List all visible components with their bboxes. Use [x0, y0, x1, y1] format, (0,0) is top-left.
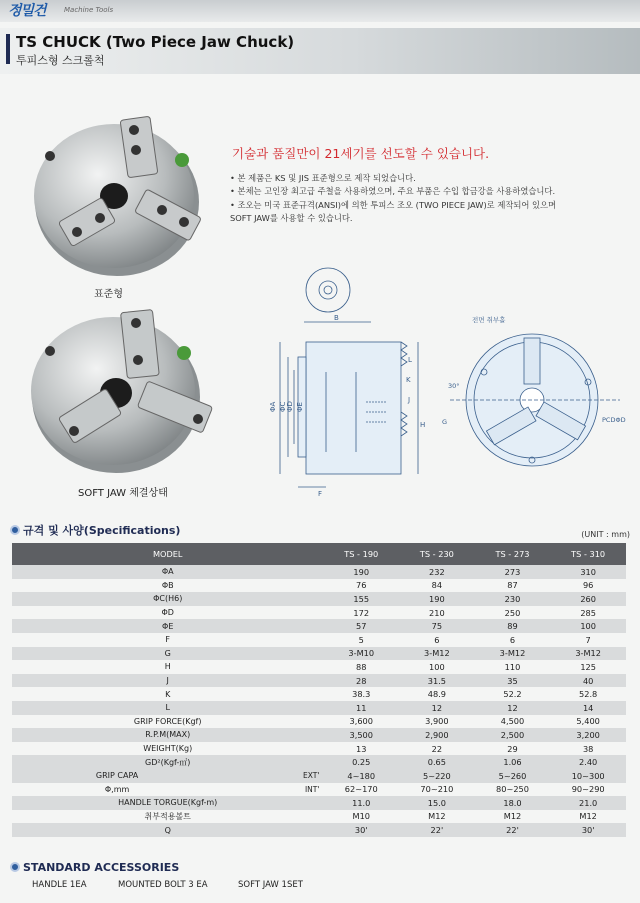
cell: 90~290 — [550, 783, 626, 797]
cell: 230 — [475, 592, 551, 606]
cell: 48.9 — [399, 687, 475, 701]
cell: 38 — [550, 742, 626, 756]
cell: 125 — [550, 660, 626, 674]
cell: 2.40 — [550, 755, 626, 769]
row-label: GRIP CAPA — [12, 769, 222, 783]
cell: 3-M12 — [399, 647, 475, 661]
angle-label: 30° — [448, 382, 460, 390]
cell: 22 — [399, 742, 475, 756]
accessory-item: MOUNTED BOLT 3 EA — [118, 880, 208, 890]
table-row — [12, 769, 626, 783]
cell: 3,600 — [323, 715, 399, 729]
col-header: TS - 230 — [399, 543, 475, 565]
accessories-heading: STANDARD ACCESSORIES — [10, 861, 179, 874]
cell: 87 — [475, 579, 551, 593]
table-row — [12, 633, 626, 647]
row-label: L — [12, 701, 323, 715]
title-accent — [6, 34, 10, 64]
brand-logo: 정밀건 — [8, 3, 46, 19]
cell: 31.5 — [399, 674, 475, 688]
row-label: Φ,mm — [12, 783, 222, 797]
table-row — [12, 565, 626, 579]
cell: 12 — [399, 701, 475, 715]
specs-table — [12, 543, 626, 837]
cell: 76 — [323, 579, 399, 593]
table-row — [12, 783, 626, 797]
cell: 5~260 — [475, 769, 551, 783]
cell: 155 — [323, 592, 399, 606]
cell: 7 — [550, 633, 626, 647]
dim-d-label: ΦD — [286, 401, 294, 412]
cell: 21.0 — [550, 796, 626, 810]
table-row — [12, 742, 626, 756]
cell: 5~220 — [399, 769, 475, 783]
cell: 5 — [323, 633, 399, 647]
cell: 100 — [399, 660, 475, 674]
row-label: HANDLE TORGUE(Kgf-m) — [12, 796, 323, 810]
dim-c-label: ΦC — [279, 401, 287, 412]
cell: 22' — [475, 823, 551, 837]
feature-item: • 본 제품은 KS 및 JIS 표준형으로 제작 되었습니다. — [230, 173, 416, 183]
chuck-photo-softjaw — [28, 305, 218, 477]
dim-l-label: L — [408, 356, 412, 364]
cell: 29 — [475, 742, 551, 756]
cell: 13 — [323, 742, 399, 756]
cell: 0.25 — [323, 755, 399, 769]
cell: 10~300 — [550, 769, 626, 783]
cell: M12 — [550, 810, 626, 824]
cell: 52.2 — [475, 687, 551, 701]
cell: 3-M12 — [550, 647, 626, 661]
row-label: H — [12, 660, 323, 674]
cell: M12 — [475, 810, 551, 824]
row-label: GRIP FORCE(Kgf) — [12, 715, 323, 729]
cell: 110 — [475, 660, 551, 674]
row-label: ΦC(H6) — [12, 592, 323, 606]
cell: 30' — [323, 823, 399, 837]
cell: 190 — [323, 565, 399, 579]
bullet-icon — [10, 525, 20, 535]
page-title: TS CHUCK (Two Piece Jaw Chuck) — [16, 33, 295, 51]
row-label: WEIGHT(Kg) — [12, 742, 323, 756]
dim-b-label: B — [334, 314, 339, 322]
table-row — [12, 619, 626, 633]
dim-h-label: H — [420, 421, 426, 429]
cell: 57 — [323, 619, 399, 633]
cell: 3,500 — [323, 728, 399, 742]
cell: 260 — [550, 592, 626, 606]
cell: 3-M12 — [475, 647, 551, 661]
table-row — [12, 715, 626, 729]
table-row — [12, 660, 626, 674]
cell: 3-M10 — [323, 647, 399, 661]
cell: 1.06 — [475, 755, 551, 769]
row-label: GD²(Kgf-㎡) — [12, 755, 323, 769]
table-row — [12, 796, 626, 810]
cell: 96 — [550, 579, 626, 593]
cell: 273 — [475, 565, 551, 579]
cell: 15.0 — [399, 796, 475, 810]
row-sublabel: EXT' — [222, 769, 323, 783]
col-header: MODEL — [12, 543, 323, 565]
caption-softjaw: SOFT JAW 체결상태 — [78, 488, 168, 499]
cell: 285 — [550, 606, 626, 620]
side-view-drawing — [256, 262, 436, 502]
cell: 30' — [550, 823, 626, 837]
page-subtitle: 투피스형 스크롤척 — [16, 54, 105, 67]
table-row — [12, 579, 626, 593]
table-row — [12, 823, 626, 837]
dim-j-label: J — [408, 396, 411, 404]
col-header: TS - 310 — [550, 543, 626, 565]
dim-k-label: K — [406, 376, 411, 384]
table-row — [12, 701, 626, 715]
cell: 0.65 — [399, 755, 475, 769]
cell: 14 — [550, 701, 626, 715]
front-view-drawing — [440, 312, 635, 472]
cell: 2,900 — [399, 728, 475, 742]
cell: 80~250 — [475, 783, 551, 797]
feature-item: • 조오는 미국 표준규격(ANSI)에 의한 투피스 조오 (TWO PIECE JAW)로 제작되어 있으며 — [230, 199, 557, 210]
cell: 11.0 — [323, 796, 399, 810]
cell: 100 — [550, 619, 626, 633]
cell: 232 — [399, 565, 475, 579]
row-label: Q — [12, 823, 323, 837]
table-row — [12, 592, 626, 606]
cell: 62~170 — [323, 783, 399, 797]
bullet-icon — [10, 862, 20, 872]
cell: 12 — [475, 701, 551, 715]
unit-label: (UNIT : mm) — [581, 530, 630, 539]
dim-e-label: ΦE — [296, 402, 304, 412]
feature-list — [230, 172, 635, 226]
table-row — [12, 674, 626, 688]
table-row — [12, 728, 626, 742]
cell: 52.8 — [550, 687, 626, 701]
caption-standard: 표준형 — [94, 289, 123, 300]
col-header: TS - 190 — [323, 543, 399, 565]
row-label: F — [12, 633, 323, 647]
feature-item: • 본체는 고인장 최고급 주철을 사용하였으며, 주요 부품은 수입 합금강을 사용하였습니다. — [230, 186, 556, 197]
cell: 5,400 — [550, 715, 626, 729]
row-label: ΦA — [12, 565, 323, 579]
cell: 3,200 — [550, 728, 626, 742]
cell: 28 — [323, 674, 399, 688]
cell: M10 — [323, 810, 399, 824]
row-label: ΦE — [12, 619, 323, 633]
table-row — [12, 810, 626, 824]
cell: 4,500 — [475, 715, 551, 729]
specs-heading: 규격 및 사양(Specifications) — [10, 522, 180, 538]
row-label: ΦB — [12, 579, 323, 593]
accessory-item: HANDLE 1EA — [32, 880, 87, 890]
cell: 210 — [399, 606, 475, 620]
cell: 172 — [323, 606, 399, 620]
cell: 40 — [550, 674, 626, 688]
dim-a-label: ΦA — [269, 401, 277, 412]
cell: 75 — [399, 619, 475, 633]
table-row — [12, 606, 626, 620]
cell: 4~180 — [323, 769, 399, 783]
front-hole-label: 전면 취부홀 — [472, 316, 506, 324]
table-header-row — [12, 543, 626, 565]
cell: 22' — [399, 823, 475, 837]
accessory-item: SOFT JAW 1SET — [238, 880, 303, 890]
cell: 84 — [399, 579, 475, 593]
cell: 190 — [399, 592, 475, 606]
row-label: 취부적용볼트 — [12, 810, 323, 824]
cell: 3,900 — [399, 715, 475, 729]
chuck-photo-standard — [32, 110, 212, 280]
row-label: ΦD — [12, 606, 323, 620]
g-label: G — [442, 418, 448, 426]
col-header: TS - 273 — [475, 543, 551, 565]
brand-subtitle: Machine Tools — [64, 6, 114, 14]
row-sublabel: INT' — [222, 783, 323, 797]
cell: 6 — [399, 633, 475, 647]
feature-item: SOFT JAW를 사용할 수 있습니다. — [230, 213, 353, 224]
row-label: K — [12, 687, 323, 701]
row-label: G — [12, 647, 323, 661]
cell: 310 — [550, 565, 626, 579]
cell: 250 — [475, 606, 551, 620]
table-row — [12, 647, 626, 661]
row-label: J — [12, 674, 323, 688]
table-row — [12, 687, 626, 701]
cell: 89 — [475, 619, 551, 633]
row-label: R.P.M(MAX) — [12, 728, 323, 742]
table-row — [12, 755, 626, 769]
headline: 기술과 품질만이 21세기를 선도할 수 있습니다. — [232, 146, 490, 161]
dim-f-label: F — [318, 490, 323, 498]
cell: 70~210 — [399, 783, 475, 797]
cell: 88 — [323, 660, 399, 674]
cell: 11 — [323, 701, 399, 715]
pcd-label: PCDΦD — [602, 416, 626, 424]
cell: 18.0 — [475, 796, 551, 810]
cell: 35 — [475, 674, 551, 688]
cell: 6 — [475, 633, 551, 647]
cell: M12 — [399, 810, 475, 824]
cell: 38.3 — [323, 687, 399, 701]
cell: 2,500 — [475, 728, 551, 742]
